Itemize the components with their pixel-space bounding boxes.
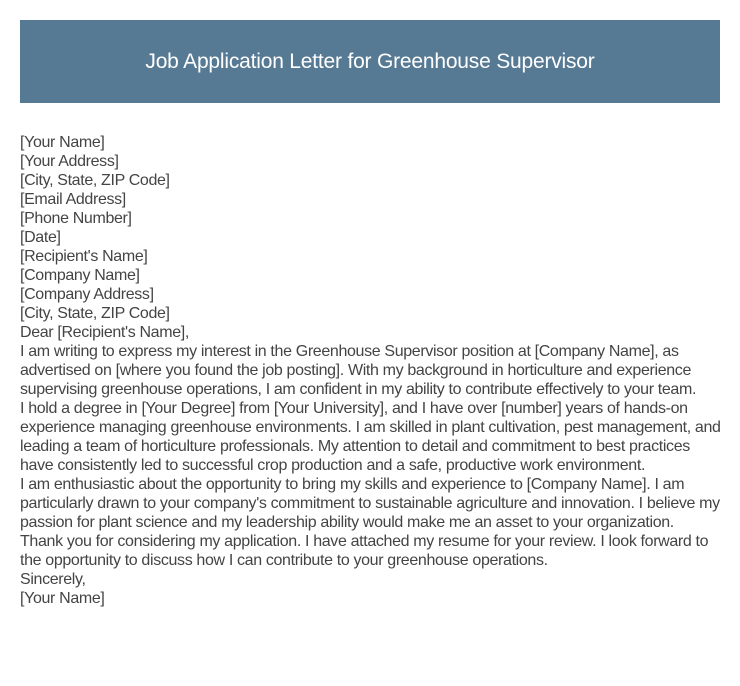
page-title: Job Application Letter for Greenhouse Supervisor [145, 49, 595, 73]
letter-date: [Date] [20, 229, 61, 246]
recipient-name: [Recipient's Name] [20, 248, 148, 265]
paragraph-closing: Thank you for considering my application. I have attached my resume for your review. I look forward to the opportunity to discuss how I can contribute to your greenhouse operations. [20, 533, 709, 569]
salutation: Dear [Recipient's Name], [20, 324, 189, 341]
letter-body [20, 133, 724, 608]
page-header [20, 20, 720, 103]
recipient-company-address: [Company Address] [20, 286, 154, 303]
recipient-city-state-zip: [City, State, ZIP Code] [20, 305, 170, 322]
sender-city-state-zip: [City, State, ZIP Code] [20, 172, 170, 189]
signature: [Your Name] [20, 590, 105, 607]
sender-address: [Your Address] [20, 153, 119, 170]
closing: Sincerely, [20, 571, 86, 588]
sender-phone: [Phone Number] [20, 210, 132, 227]
sender-email: [Email Address] [20, 191, 126, 208]
recipient-company: [Company Name] [20, 267, 140, 284]
paragraph-intro: I am writing to express my interest in the Greenhouse Supervisor position at [Company Name], as advertised on [where you found the job posting]. With my background in horticulture and experience supervising greenhouse operations, I am confident in my ability to contribute effectively to your team. [20, 343, 697, 398]
sender-name: [Your Name] [20, 134, 105, 151]
paragraph-motivation: I am enthusiastic about the opportunity to bring my skills and experience to [Company Name]. I am particularly drawn to your company's commitment to sustainable agriculture and innovation. I believe my passion for plant science and my leadership ability would make me an asset to your organization. [20, 476, 720, 531]
paragraph-experience: I hold a degree in [Your Degree] from [Your University], and I have over [number] years of hands-on experience managing greenhouse environments. I am skilled in plant cultivation, pest management, and leading a team of horticulture professionals. My attention to detail and commitment to best practices have consistently led to successful crop production and a safe, productive work environment. [20, 400, 721, 474]
